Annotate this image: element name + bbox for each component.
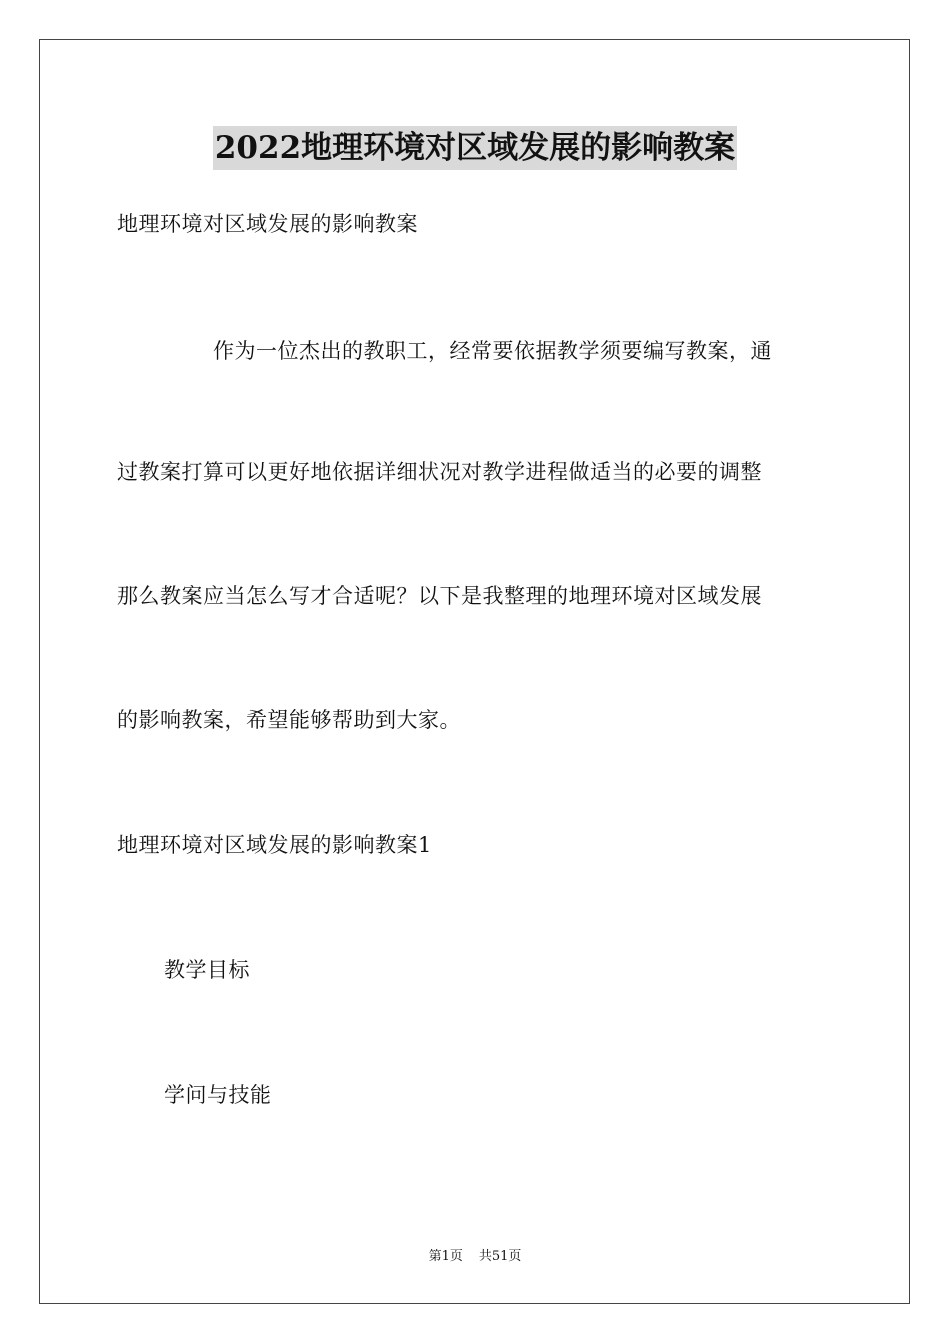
title-container	[0, 126, 950, 170]
teaching-goals-heading: 教学目标	[164, 958, 250, 982]
paragraph-line-2: 过教案打算可以更好地依据详细状况对教学进程做适当的必要的调整	[117, 460, 762, 484]
paragraph-line-1: 作为一位杰出的教职工，经常要依据教学须要编写教案，通	[213, 339, 772, 363]
page-footer	[0, 1247, 950, 1267]
document-subtitle: 地理环境对区域发展的影响教案	[117, 212, 418, 236]
page-number: 第1页	[428, 1249, 463, 1264]
document-title: 2022地理环境对区域发展的影响教案	[213, 126, 737, 170]
section-heading: 地理环境对区域发展的影响教案1	[117, 833, 432, 857]
paragraph-line-3: 那么教案应当怎么写才合适呢？以下是我整理的地理环境对区域发展	[117, 584, 762, 608]
page-total: 共51页	[478, 1249, 522, 1264]
paragraph-line-4: 的影响教案，希望能够帮助到大家。	[117, 708, 461, 732]
knowledge-skills-heading: 学问与技能	[164, 1083, 272, 1107]
